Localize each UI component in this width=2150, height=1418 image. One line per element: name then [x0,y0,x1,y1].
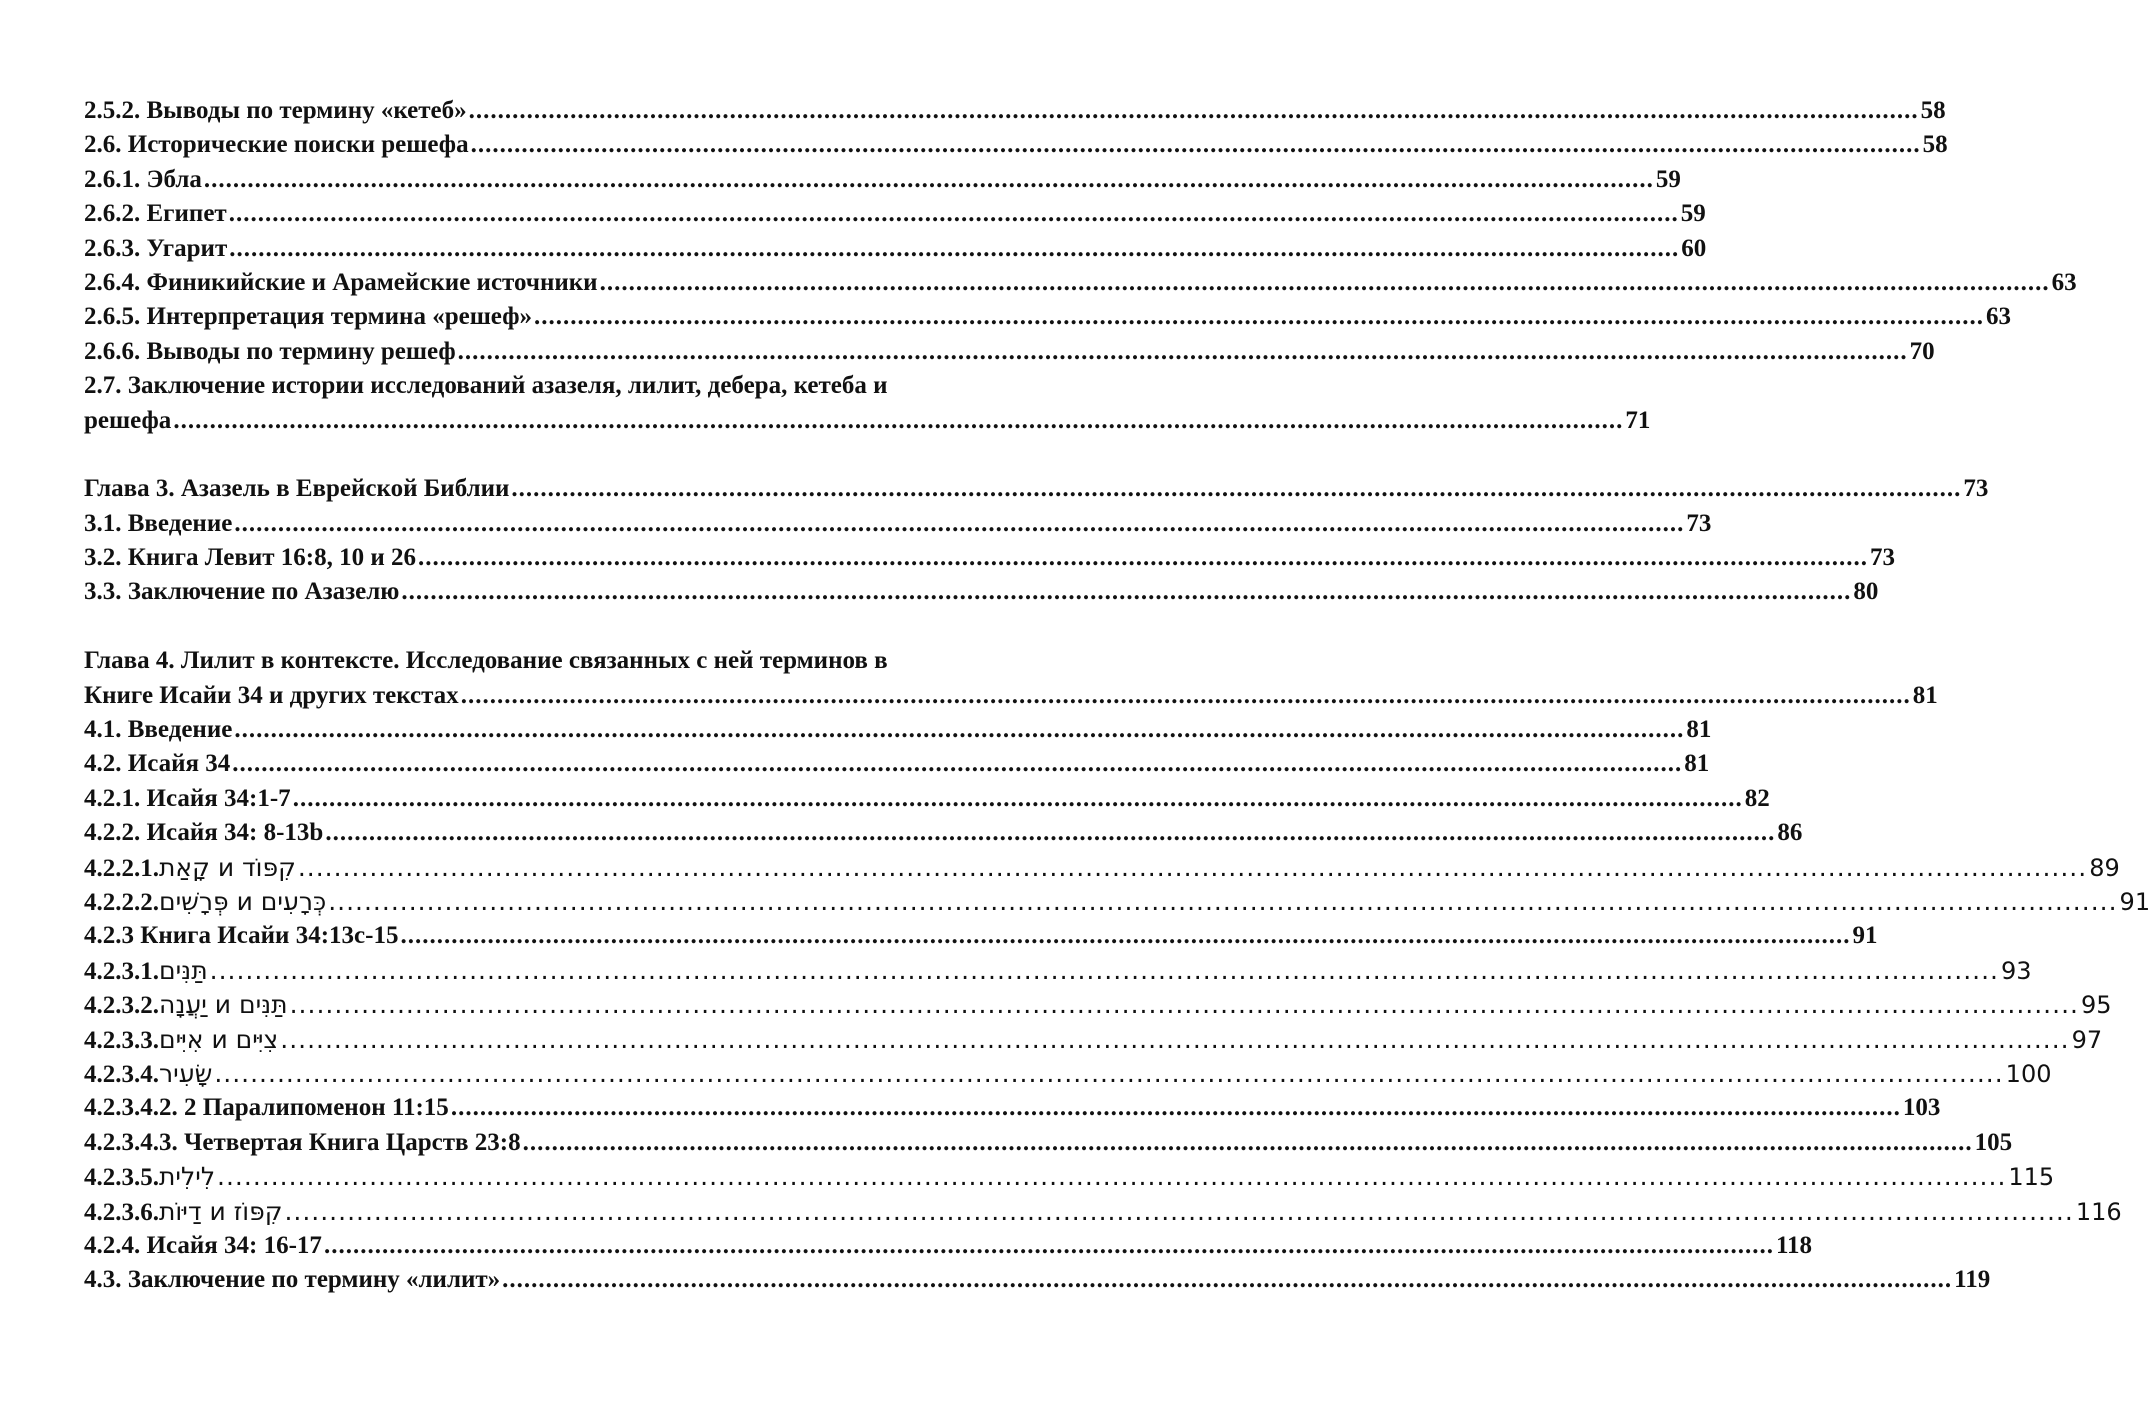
dot-leader: ........................................................................................................................................................................................................ [325,819,1776,847]
toc-entry [84,782,1770,816]
toc-entry-label: 3.2. Книга Левит 16:8, 10 и 26 [84,544,417,572]
toc-page-number: 73 [1963,475,1989,503]
dot-leader: ........................................................................................................................................................................................................ [502,1266,1953,1294]
hebrew-term: קִפּוֹד и קָאַת [159,852,296,882]
dot-leader: ........................................................................................................................................................................................................ [323,1231,1774,1259]
toc-entry-hebrew [84,988,2112,1022]
dot-leader: ........................................................................................................................................................................................................ [297,852,2088,882]
toc-entry-label: 2.6.2. Египет [84,200,227,228]
toc-entry [84,300,2011,334]
toc-entry-label: 3.3. Заключение по Азазелю [84,578,400,606]
toc-page-number: 116 [2075,1197,2122,1226]
toc-page-number: 105 [1974,1128,2013,1156]
toc-entry-label: 2.6.1. Эбла [84,165,202,193]
toc-entry-first-line [84,644,888,678]
toc-page-number: 115 [2008,1163,2055,1192]
toc-entry [84,163,1681,197]
dot-leader: ........................................................................................................................................................................................................ [328,886,2118,916]
toc-entry [84,507,1712,541]
dot-leader: ........................................................................................................................................................................................................ [234,509,1685,537]
dot-leader: ........................................................................................................................................................................................................ [457,337,1908,365]
dot-leader: ........................................................................................................................................................................................................ [534,303,1984,331]
dot-leader: ........................................................................................................................................................................................................ [401,578,1852,606]
hebrew-term: צִיִּים и אִיִּים [159,1024,279,1054]
dot-leader: ........................................................................................................................................................................................................ [511,475,1962,503]
toc-entry [84,919,1878,953]
toc-entry-label: 4.3. Заключение по термину «лилит» [84,1266,501,1294]
toc-page-number: 63 [1986,303,2011,331]
toc-entry-hebrew [84,1160,2055,1194]
dot-leader: ........................................................................................................................................................................................................ [400,922,1851,950]
toc-page-number: 95 [2080,991,2112,1020]
toc-entry-hebrew [84,1057,2052,1091]
dot-leader: ........................................................................................................................................................................................................ [214,1058,2004,1088]
toc-page-number: 59 [1680,200,1706,228]
toc-entry-label: 2.6.4. Финикийские и Арамейские источники [84,268,598,296]
toc-entry [84,1091,1941,1125]
dot-leader: ........................................................................................................................................................................................................ [470,131,1921,159]
toc-page-number: 103 [1902,1094,1941,1122]
dot-leader: ........................................................................................................................................................................................................ [232,750,1683,778]
dot-leader: ........................................................................................................................................................................................................ [280,1024,2070,1054]
dot-leader: ........................................................................................................................................................................................................ [460,681,1911,709]
dot-leader: ........................................................................................................................................................................................................ [450,1094,1901,1122]
toc-entry [84,575,1879,609]
toc-page-number: 93 [2000,956,2032,985]
toc-entry-label: Книге Исайи 34 и других текстах [84,681,459,709]
toc-page-number: 80 [1853,578,1879,606]
toc-entry-label: 2.7. Заключение истории исследований азазеля, лилит, дебера, кетеба и [84,372,888,400]
dot-leader: ........................................................................................................................................................................................................ [522,1128,1973,1156]
toc-page-number: 81 [1912,681,1938,709]
toc-entry-label: 2.5.2. Выводы по термину «кетеб» [84,97,467,124]
section-gap [84,610,876,644]
dot-leader: ........................................................................................................................................................................................................ [284,1196,2074,1226]
toc-entry [84,713,1712,747]
toc-entry [84,747,1710,781]
toc-page-number: 81 [1684,750,1710,778]
toc-entry-number: 4.2.3.5. [84,1164,159,1192]
toc-page-number: 91 [2119,887,2150,916]
toc-page-number: 58 [1920,97,1946,124]
toc-entry [84,816,1803,850]
toc-entry-number: 4.2.3.3. [84,1026,159,1054]
toc-entry-label: 2.6.3. Угарит [84,234,228,262]
dot-leader: ........................................................................................................................................................................................................ [418,544,1869,572]
toc-entry [84,679,1938,713]
toc-entry-number: 4.2.2.1. [84,854,159,882]
toc-entry-number: 4.2.3.6. [84,1198,159,1226]
toc-entry-label: 4.1. Введение [84,716,233,744]
toc-entry-label: 4.2.3.4.3. Четвертая Книга Царств 23:8 [84,1128,521,1156]
toc-entry-label: 4.2.4. Исайя 34: 16-17 [84,1231,322,1259]
toc-entry [84,232,1707,266]
toc-page-number: 63 [2051,268,2077,296]
toc-page-number: 59 [1655,165,1681,193]
toc-page-number: 73 [1686,509,1712,537]
toc-entry [84,1126,2013,1160]
hebrew-term: לִילִית [159,1162,216,1192]
toc-entry-first-line [84,369,888,403]
toc-entry [84,541,1896,575]
toc-entry-label: 2.6.6. Выводы по термину решеф [84,337,456,365]
toc-entry-label: 4.2.3 Книга Исайи 34:13c-15 [84,922,399,950]
toc-entry-hebrew [84,1023,2103,1057]
toc-entry-label: решефа [84,406,172,434]
toc-entry-hebrew [84,954,2032,988]
dot-leader: ........................................................................................................................................................................................................ [599,268,2050,296]
toc-page-number: 73 [1870,544,1896,572]
toc-page-number: 118 [1775,1231,1813,1259]
toc-entry-hebrew [84,1195,2122,1229]
toc-entry-label: 4.2.2. Исайя 34: 8-13b [84,819,324,847]
toc-entry-hebrew [84,885,2150,919]
dot-leader: ........................................................................................................................................................................................................ [292,784,1743,812]
toc-page-number: 91 [1852,922,1878,950]
toc-page-number: 97 [2071,1025,2103,1054]
toc-page-number: 100 [2005,1059,2052,1088]
toc-entry [84,1263,1991,1297]
toc-entry-number: 4.2.3.4. [84,1060,159,1088]
toc-entry-number: 4.2.3.1. [84,957,159,985]
toc-page-number: 82 [1744,784,1770,812]
table-of-contents [84,94,2150,1298]
toc-page-number: 89 [2089,853,2120,882]
hebrew-term: קִפּוֹז и דַיּוֹת [159,1196,283,1226]
toc-entry [84,1229,1813,1263]
toc-entry [84,197,1706,231]
toc-entry-label: 3.1. Введение [84,509,233,537]
section-gap [84,438,876,472]
toc-entry-number: 4.2.3.2. [84,992,159,1020]
toc-entry-label: Глава 4. Лилит в контексте. Исследование связанных с ней терминов в [84,647,888,675]
toc-entry-label: Глава 3. Азазель в Еврейской Библии [84,475,510,503]
toc-entry [84,404,1651,438]
toc-entry-number: 4.2.2.2. [84,888,159,916]
dot-leader: ........................................................................................................................................................................................................ [209,955,1999,985]
toc-entry [84,266,2077,300]
toc-entry [84,94,1946,128]
dot-leader: ........................................................................................................................................................................................................ [289,990,2079,1020]
dot-leader: ........................................................................................................................................................................................................ [234,716,1685,744]
toc-page-number: 60 [1681,234,1707,262]
toc-page-number: 71 [1625,406,1651,434]
toc-page-number: 81 [1686,716,1712,744]
toc-entry-hebrew [84,851,2120,885]
toc-page-number: 58 [1922,131,1948,159]
dot-leader: ........................................................................................................................................................................................................ [173,406,1624,434]
hebrew-term: שָׂעִיר [159,1058,213,1088]
toc-page-number: 119 [1954,1266,1991,1294]
dot-leader: ........................................................................................................................................................................................................ [217,1162,2007,1192]
toc-entry-label: 4.2.1. Исайя 34:1-7 [84,784,291,812]
dot-leader: ........................................................................................................................................................................................................ [203,165,1654,193]
dot-leader: ........................................................................................................................................................................................................ [228,200,1679,228]
toc-entry [84,335,1935,369]
hebrew-term: כְּרָעִים и פְּרָשִׁים [159,886,327,916]
toc-entry [84,128,1948,162]
toc-entry-label: 2.6. Исторические поиски решефа [84,131,469,159]
toc-entry-label: 4.2.3.4.2. 2 Паралипоменон 11:15 [84,1094,449,1122]
toc-page-number: 70 [1909,337,1935,365]
toc-entry-label: 4.2. Исайя 34 [84,750,231,778]
dot-leader: ........................................................................................................................................................................................................ [229,234,1680,262]
toc-entry [84,472,1989,506]
dot-leader: ........................................................................................................................................................................................................ [468,97,1919,124]
toc-page-number: 86 [1777,819,1803,847]
hebrew-term: תַּנִּים и יַעֲנָה [159,990,288,1020]
hebrew-term: תַּנִּים [159,955,208,985]
toc-entry-label: 2.6.5. Интерпретация термина «решеф» [84,303,532,331]
